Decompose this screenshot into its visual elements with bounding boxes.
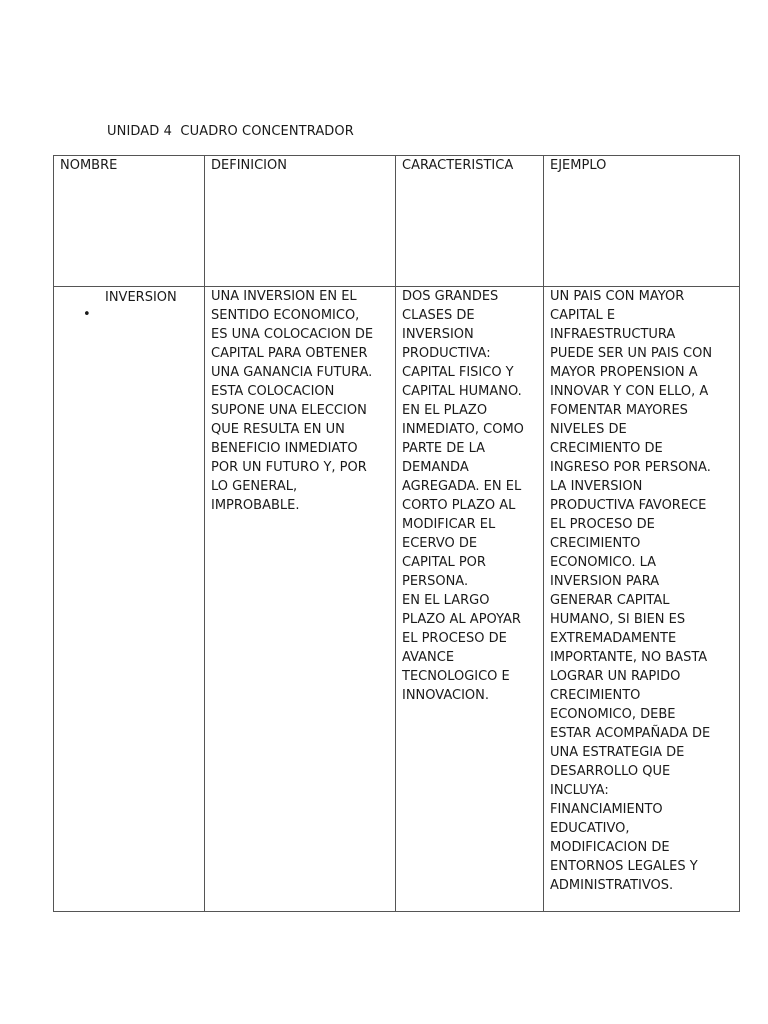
- header-ejemplo: EJEMPLO: [544, 156, 740, 287]
- cell-ejemplo: UN PAIS CON MAYOR CAPITAL E INFRAESTRUCTURA PUEDE SER UN PAIS CON MAYOR PROPENSION A INNOVAR Y CON ELLO, A FOMENTAR MAYORES NIVELES DE CRECIMIENTO DE INGRESO POR PERSONA. LA INVERSION PRODUCTIVA FAVORECE EL PROCESO DE CRECIMIENTO ECONOMICO. LA INVERSION PARA GENERAR CAPITAL HUMANO, SI BIEN ES EXTREMADAMENTE IMPORTANTE, NO BASTA LOGRAR UN RAPIDO CRECIMIENTO ECONOMICO, DEBE ESTAR ACOMPAÑADA DE UNA ESTRATEGIA DE DESARROLLO QUE INCLUYA: FINANCIAMIENTO EDUCATIVO, MODIFICACION DE ENTORNOS LEGALES Y ADMINISTRATIVOS.: [544, 287, 740, 912]
- table-row: [54, 287, 740, 912]
- concentrador-table: [53, 155, 740, 912]
- header-definicion: DEFINICION: [205, 156, 396, 287]
- cell-definicion: UNA INVERSION EN EL SENTIDO ECONOMICO, ES UNA COLOCACION DE CAPITAL PARA OBTENER UNA GANANCIA FUTURA. ESTA COLOCACION SUPONE UNA ELECCION QUE RESULTA EN UN BENEFICIO INMEDIATO POR UN FUTURO Y, POR LO GENERAL, IMPROBABLE.: [205, 287, 396, 912]
- bullet-icon: •: [83, 307, 91, 322]
- page-title: UNIDAD 4 CUADRO CONCENTRADOR: [107, 124, 354, 139]
- header-nombre: NOMBRE: [54, 156, 205, 287]
- table-header-row: [54, 156, 740, 287]
- cell-caracteristica: DOS GRANDES CLASES DE INVERSION PRODUCTIVA: CAPITAL FISICO Y CAPITAL HUMANO. EN EL PLAZO INMEDIATO, COMO PARTE DE LA DEMANDA AGREGADA. EN EL CORTO PLAZO AL MODIFICAR EL ECERVO DE CAPITAL POR PERSONA. EN EL LARGO PLAZO AL APOYAR EL PROCESO DE AVANCE TECNOLOGICO E INNOVACION.: [396, 287, 544, 912]
- header-caracteristica: CARACTERISTICA: [396, 156, 544, 287]
- cell-nombre: [54, 287, 205, 912]
- cell-nombre-text: INVERSION: [105, 290, 177, 305]
